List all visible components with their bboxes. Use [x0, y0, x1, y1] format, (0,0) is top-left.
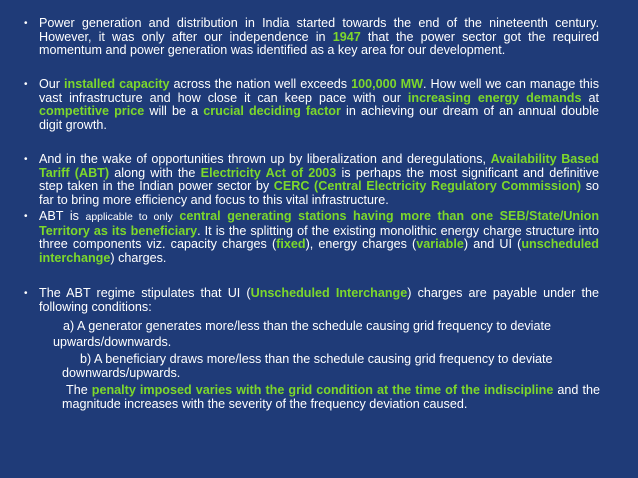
- highlight-unscheduled-interchange: unscheduled interchange: [39, 237, 599, 265]
- text: . It is the splitting of the existing monolithic energy charge structure into three components viz. capacity charges (: [39, 223, 599, 252]
- condition-b-line2: downwards/upwards.: [62, 366, 181, 380]
- highlight-abt: Availability Based Tariff (ABT): [39, 152, 600, 180]
- bullet-icon: •: [24, 79, 28, 90]
- text: will be a: [144, 104, 204, 119]
- text: . How well we can manage this vast infrastructure and how close it can keep pace with our: [39, 77, 599, 105]
- text-small: applicable to only: [85, 211, 173, 223]
- highlight-deciding-factor: crucial deciding factor: [203, 104, 341, 119]
- paragraph-abt-introduction: [24, 152, 600, 207]
- condition-a-line2: upwards/downwards.: [53, 335, 172, 349]
- highlight-installed-capacity: installed capacity: [64, 77, 170, 91]
- highlight-year: 1947: [332, 29, 361, 44]
- text: so far to bring more efficiency and focus to this vital infrastructure.: [39, 179, 600, 207]
- bullet-icon: •: [24, 154, 28, 165]
- highlight-penalty: penalty imposed varies with the grid condition at the time of the indiscipline: [91, 383, 554, 397]
- text: The ABT regime stipulates that UI (: [39, 286, 251, 300]
- condition-b-line1: b) A beneficiary draws more/less than the schedule causing grid frequency to deviate: [80, 352, 553, 366]
- paragraph-penalty: [62, 384, 600, 411]
- text: in achieving our dream of an annual double digit growth.: [39, 104, 599, 132]
- highlight-fixed: fixed: [276, 237, 306, 252]
- paragraph-installed-capacity: [24, 77, 599, 132]
- highlight-cerc: CERC (Central Electricity Regulatory Commission): [273, 179, 582, 194]
- text: ) charges.: [110, 250, 167, 265]
- text: that the power sector got the required momentum and power generation was identified as a key area for our development.: [39, 29, 599, 58]
- text: Our: [39, 77, 65, 91]
- highlight-electricity-act: Electricity Act of 2003: [200, 165, 337, 180]
- text: Power generation and distribution in India started towards the end of the nineteenth century. However, it was only after our independence in: [39, 16, 599, 44]
- condition-a-line1: a) A generator generates more/less than the schedule causing grid frequency to deviate: [63, 319, 551, 333]
- bullet-icon: •: [24, 211, 28, 222]
- highlight-variable: variable: [416, 237, 464, 252]
- paragraph-power-generation-history: [24, 16, 599, 58]
- text: And in the wake of opportunities thrown up by liberalization and deregulations,: [39, 152, 491, 166]
- text: and the magnitude increases with the severity of the frequency deviation caused.: [62, 383, 600, 411]
- text: is perhaps the most significant and definitive step taken in the Indian power sector by: [39, 165, 599, 194]
- highlight-capacity-value: 100,000 MW: [351, 77, 424, 91]
- text: at: [581, 90, 599, 105]
- text: ABT is: [39, 209, 86, 223]
- text: The: [66, 383, 92, 397]
- highlight-unscheduled-interchange-title: Unscheduled Interchange: [250, 286, 408, 300]
- highlight-central-stations: central generating stations having more than one SEB/State/Union Territory as its beneficiary: [39, 209, 600, 238]
- text: ) charges are payable under the following conditions:: [39, 286, 599, 314]
- highlight-energy-demands: increasing energy demands: [407, 90, 582, 105]
- bullet-icon: •: [24, 18, 28, 29]
- text: across the nation well exceeds: [169, 77, 352, 91]
- text: along with the: [109, 165, 201, 180]
- paragraph-ui-conditions: [24, 286, 599, 314]
- text: ), energy charges (: [305, 237, 417, 252]
- highlight-competitive-price: competitive price: [39, 104, 145, 119]
- bullet-icon: •: [24, 288, 28, 299]
- paragraph-abt-components: [24, 209, 600, 265]
- text: ) and UI (: [463, 237, 522, 252]
